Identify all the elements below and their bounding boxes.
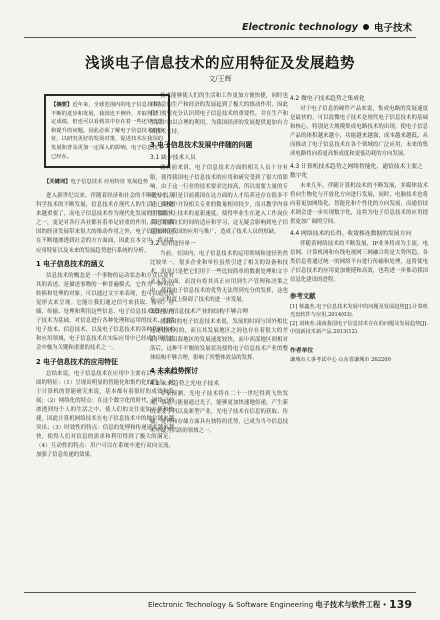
references-heading: 参考文献 — [290, 291, 316, 300]
header-journal-name: Electronic technology — [242, 21, 358, 33]
abstract-text: 近年来，全球范围内的电子信息技术在不断的进步和发展，我国也不例外，并取得了一定成绩，但也可以看到其中存在着一些还待改进和提升的问题。因此必须了解电子信息技术的特征，以研究更好的发展对策，促进技术在我国的发展和普及更加一定深入的影响，电子信息技术已经在。 — [51, 102, 163, 160]
right-column — [290, 92, 428, 364]
subsection-4-4-paragraph: 伴随着网络技术的不断发展，IP业务将成为主流，电信网、计算机网和有线电视网三网融合将是大势所趋，各类信息将通过统一的网络平台进行传输和处理，这将使电子信息技术的应用更加便捷和高效，也将进一步推动我国信息化建设的进程。 — [290, 241, 428, 284]
subsection-4-2-paragraph: 对于电子信息的硬件产品来说，集成电路的发展速度是最快的，可以说微电子技术是现代电子信息技术的基础和核心，特别是大规模集成电路技术的出现，使电子信息产品的体积越来越小，功能越来越强，成本越来越低，从而推动了电子信息技术在各个领域的广泛应用，未来的集成电路将向着更高集成度和更低功耗的方向发展。 — [290, 106, 428, 158]
mid-top-paragraph: 技术能够使人们的生活和工作更加方便快捷，同时也对社会的生产和经济的发展起到了极大的推动作用，因此我们需要充分认识到电子信息技术的重要性，并在生产和生活中加以合理的利用，为我国经济的发展提供更加有力的技术支持。 — [150, 93, 288, 136]
bullet-dot-icon — [363, 24, 369, 30]
affiliation-text: 谦城市人事考试中心 山东省谦城市 262200 — [290, 356, 391, 363]
subsection-3-2: 3.2 运用途径单一 — [150, 241, 196, 248]
subsection-4-1: 4.1 未来趋势之光电子技术 — [150, 381, 220, 388]
author-affiliation — [290, 347, 428, 364]
subsection-3-3-paragraph: 就我国的电子信息技术来说，发展的时间与国外相比还是比较短的，而且其发展地区之间也存在着很大的差距，东部沿海地区的发展速度较快，而中西部地区则相对落后，这种不平衡的发展状况使得电子信息技术产业的整体结构不够合理，影响了其整体效益的发挥。 — [150, 318, 288, 362]
footer-journal-name: Electronic Technology & Software Engineering — [147, 600, 314, 609]
running-footer — [148, 598, 412, 611]
subsection-4-3: 4.3 计算机技术趋势之网络智能化、通信技术主要之数字化 — [290, 163, 423, 179]
keywords-text: 电子信息技术 应用特征 发展趋势 — [70, 179, 149, 185]
section-heading-2: 2 电子信息技术的应用特征 — [36, 357, 118, 366]
section-heading-4: 4 未来趋势探讨 — [150, 367, 198, 376]
section-heading-3: 3 电子信息技术发展中伴随的问题 — [150, 141, 253, 150]
section-heading-1: 1 电子信息技术的涵义 — [36, 259, 105, 268]
reference-item: [2] 刘林杰.浅谈我国电子信息技术存在的问题及发展趋势[J].中国新技术新产品,2013(12). — [290, 320, 428, 336]
subsection-3-1: 3.1 缺少技术人员 — [150, 155, 196, 162]
subsection-3-3: 3.3 电子信息技术产业的结构不够合理 — [150, 308, 249, 315]
keywords-label: 【关键词】 — [44, 179, 71, 185]
header-section-name: 电子技术 — [373, 23, 412, 34]
article-title: 浅谈电子信息技术的应用特征及发展趋势 — [85, 56, 355, 72]
page-number: 139 — [389, 598, 412, 611]
section-2-paragraph: 总结来说，电子信息技术在应用中主要有以下几个方面的特征：（1）呈现出明显的智能化和集约化的特点，对于计算机的智能研究来说，基本都有着很好的成效和发展；（2）网络化的特点：在这个数字化的时代，网络已经渗透到每个人的生活之中，使人们的交往更加方便和快捷，因此计算机网络技术在电子信息技术中的地位越来越突出；（3）时效性的特点：信息的处理和传递速度越来越快，使得人们对信息的需求和利用得到了极大的满足；（4）互动性的特点：用户可以在系统中进行双向交流，加强了信息传递的效果。 — [36, 370, 174, 459]
affiliation-label: 作者单位 — [290, 347, 314, 354]
reference-item: [1] 蔡鑫杰.电子信息技术发展中的问题及发展趋势[J].计算机光盘软件与应用,2014(03). — [290, 303, 428, 319]
subsection-4-2: 4.2 微电子技术趋势之集成化 — [290, 96, 365, 102]
header-rule — [24, 37, 416, 38]
footer-rule — [24, 592, 416, 593]
section-1-paragraph: 信息技术的概念是一个事物的运动状态和方式以及对其的表述，是描述事物的一种普遍模式，它作为一种可以转换和处理的对象，可以通过文字来表现，也可以通过视觉形式来呈现。它能让我们通过信号来获取、接收、存储、传输、处理和利用这些信息，电子信息技术就是以电子技术为基础，对信息进行各种处理和运用的技术，包括电子技术、信息技术，以及电子信息技术的各种基础技术和应用领域，电子信息技术在实际应用中已经成为现代社会中极为关键和重要的技术之一。 — [36, 272, 174, 352]
abstract-label: 【摘要】 — [51, 102, 73, 108]
subsection-3-1-paragraph: 就目前来说，电子信息技术方面的相关人员十分有限，使得我国电子信息技术的应用和研究受到了很大的影响，由于这一行业的技术要求比较高，所以需要大量的专业人才，但是目前我国在这方面的人才培养还存在很多不足，高校中开设相关专业的数量相对较少，而且教学内容往往跟不上技术的更新速度，使得毕业生在进入工作岗位后还需要较长时间的适应和学习，这无疑会影响到电子信息技术在我国的应用与推广，造成了技术人员的短缺。 — [150, 165, 288, 236]
subsection-4-3-paragraph: 未来几年，伴随计算机技术的不断发展，多媒体技术将向生物化与开放化方向进行发展，同时，电脑技术也将向着更加网络化、智能化和个性化的方向发展，而通信技术则会进一步实现数字化，这将为电子信息技术的应用提供更加广阔的空间。 — [290, 182, 428, 225]
subsection-4-1-paragraph: 专家预测，光电子技术将在二十一世纪得到飞快发展，信息与能量通过光子，能够更加快速地传递，产生新的交叉学科以及新型产业，光电子技术在信息的获取、传输、处理和存储方面具有独特的优势，已成为当今信息技术中最为活跃的领域之一。 — [150, 391, 288, 434]
subsection-4-4: 4.4 网络技术的长得、收敛移连数据的发展方向 — [290, 231, 412, 238]
running-header — [0, 20, 440, 34]
footer-journal-name-cn: 电子技术与软件工程 — [315, 600, 381, 609]
intro-paragraph: 进入新世纪以来，伴随着经济和社会的不断进步以及科学技术的不断发展，信息技术在现代人的生活中已经越来越重要了，而电子信息技术作为现代化发展的主要技术之一，更是对各行各业都有着举足轻重的作用，除了给我国的经济发展带来很大的推动作用之外，电子信息技术还在不断地渗透到社会的方方面面，因此在本文中，将对其应用特征以及未来的发展趋势进行系统的分析。 — [36, 193, 174, 254]
subsection-3-2-paragraph: 当前，在国内，电子信息技术的运用领域和途径仍然比较单一，很多企业和单位虽然引进了相关的设备和技术，但是只是把它们用于一些比较简单的数据处理和文字录入等方面，而没有将其真正应用到生产管理和决策之中，使得电子信息技术的优势无法得到充分的发挥，这也在一定程度上阻碍了技术的进一步发展。 — [150, 251, 288, 303]
middle-column — [150, 92, 288, 436]
footer-bullet: • — [382, 600, 387, 609]
article-author: 文/王辉 — [208, 75, 232, 83]
